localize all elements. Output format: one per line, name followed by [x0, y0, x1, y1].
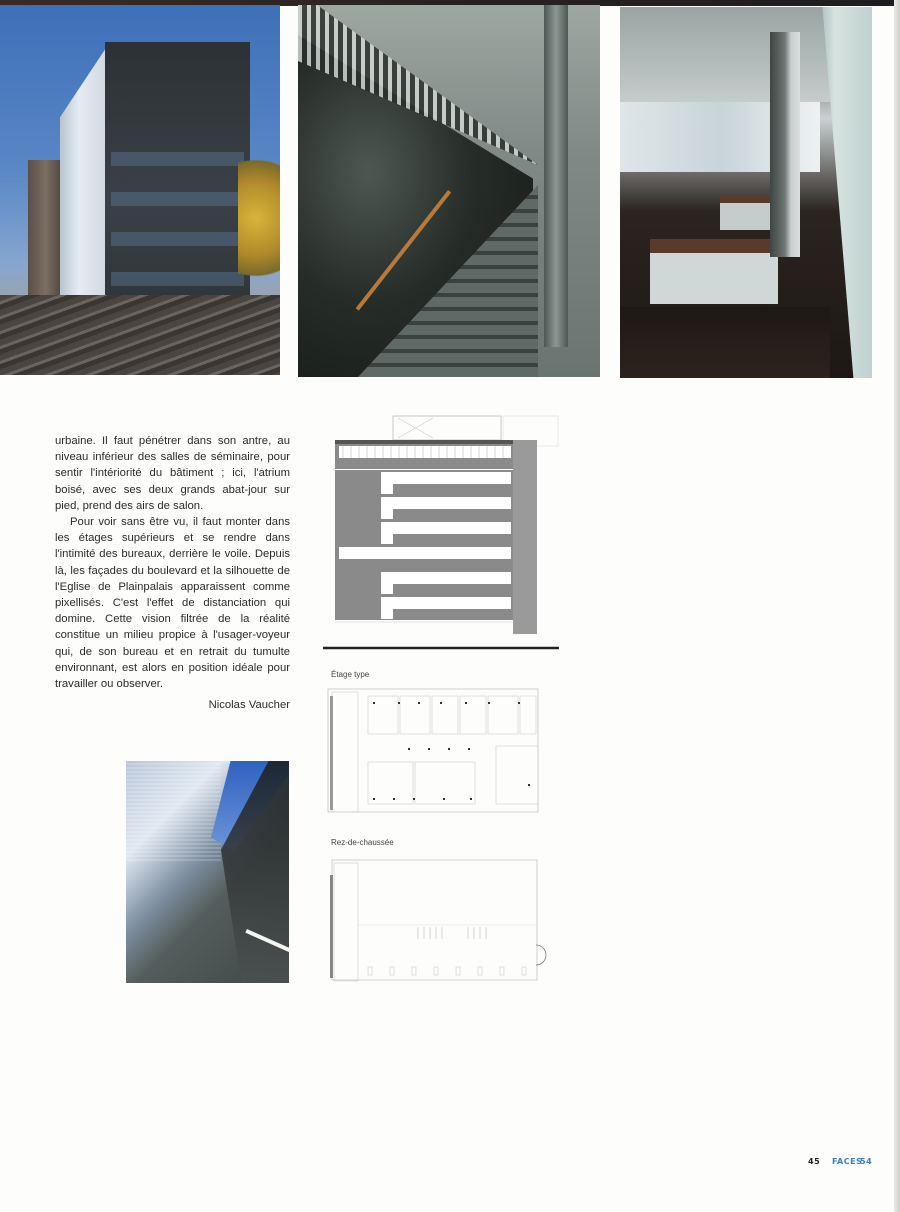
plan-typical-drawing [318, 684, 563, 816]
page-binding-edge [894, 0, 900, 1212]
plan-ground-label: Rez-de-chaussée [331, 838, 394, 847]
photo-detail [126, 761, 289, 983]
neighbor-building [28, 160, 64, 305]
dark-floor [620, 307, 830, 378]
page-number: 45 [808, 1157, 821, 1166]
autumn-tree [238, 155, 280, 295]
paragraph-2: Pour voir sans être vu, il faut monter dans les étages supérieurs et se rendre dans l'intimité des bureaux, derrière le voile. Depuis là, les façades du boulevard et la silhouette de l'Eglise de Plainpalais apparaissent comme pixellisés. C'est l'effet de distanciation qui domine. Cette vision filtrée de la réalité constitue un milieu propice à l'usager-voyeur qui, de son bureau et en retrait du tumulte environnant, est alors en position idéale pour travailler ou observer. [55, 516, 290, 691]
concrete-column [544, 5, 568, 347]
bench-far [720, 195, 772, 230]
bench-near [650, 239, 778, 304]
perforated-veil [126, 761, 221, 861]
plan-ground-drawing [328, 855, 553, 985]
magazine-name: FACES [832, 1157, 863, 1166]
elevation-drawing [323, 414, 559, 652]
issue-number: 54 [860, 1157, 873, 1166]
article-body [55, 433, 290, 692]
veil-side-facade [60, 45, 108, 303]
glass-building [105, 42, 250, 307]
elevation-floors [335, 444, 513, 620]
tram-tracks [0, 295, 280, 375]
photo-exterior [0, 5, 280, 375]
photo-lobby [620, 7, 872, 378]
photo-staircase [298, 5, 600, 377]
author-credit: Nicolas Vaucher [208, 699, 290, 711]
lobby-column [770, 32, 800, 257]
paragraph-1: urbaine. Il faut pénétrer dans son antre, au niveau inférieur des salles de séminaire, pour sentir l'intériorité du bâtiment ; ici, l'atrium boisé, avec ses deux grands abat-jour sur pied, prend des airs de salon. [55, 435, 290, 512]
plan-typical-label: Étage type [331, 670, 370, 679]
